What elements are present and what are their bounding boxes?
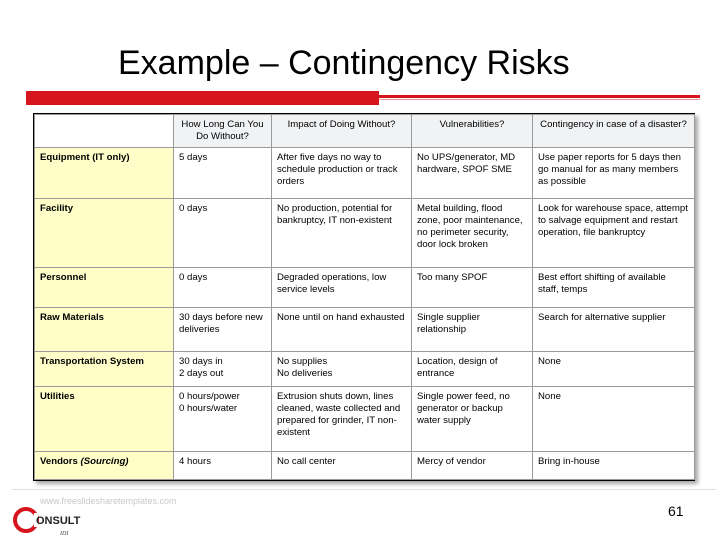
footer-divider: [12, 489, 716, 490]
header-vulnerabilities: Vulnerabilities?: [412, 115, 533, 148]
table-header-row: [35, 115, 695, 148]
cell-impact: No call center: [272, 452, 412, 480]
cell-how-long: 0 hours/power 0 hours/water: [174, 386, 272, 452]
logo-subtext: IDI: [60, 531, 69, 537]
table-row: [35, 452, 695, 480]
cell-impact: Extrusion shuts down, lines cleaned, waste collected and prepared for grinder, IT non-existent: [272, 386, 412, 452]
row-label: Equipment (IT only): [35, 148, 174, 199]
row-label: Utilities: [35, 386, 174, 452]
consult-logo: [12, 504, 82, 538]
table-row: [35, 148, 695, 199]
cell-impact: Degraded operations, low service levels: [272, 267, 412, 307]
cell-vulnerabilities: Metal building, flood zone, poor maintenance, no perimeter security, door lock broken: [412, 199, 533, 268]
cell-how-long: 0 days: [174, 199, 272, 268]
cell-vulnerabilities: Mercy of vendor: [412, 452, 533, 480]
cell-contingency: Bring in-house: [533, 452, 695, 480]
watermark-text: www.freeslidesharetemplates.com: [40, 496, 177, 506]
cell-contingency: None: [533, 386, 695, 452]
header-contingency: Contingency in case of a disaster?: [533, 115, 695, 148]
cell-contingency: Best effort shifting of available staff, temps: [533, 267, 695, 307]
title-accent-line: [379, 95, 700, 98]
page-number: 61: [668, 503, 684, 519]
title-accent-line-shadow: [379, 99, 700, 100]
cell-impact: After five days no way to schedule production or track orders: [272, 148, 412, 199]
title-accent-bar: [26, 91, 379, 105]
cell-impact: None until on hand exhausted: [272, 307, 412, 351]
cell-contingency: Look for warehouse space, attempt to salvage equipment and restart operation, file bankruptcy: [533, 199, 695, 268]
row-label: Personnel: [35, 267, 174, 307]
cell-impact: No supplies No deliveries: [272, 351, 412, 386]
row-label: Facility: [35, 199, 174, 268]
cell-impact: No production, potential for bankruptcy, IT non-existent: [272, 199, 412, 268]
cell-contingency: Use paper reports for 5 days then go manual for as many members as possible: [533, 148, 695, 199]
row-label: Vendors (Sourcing): [35, 452, 174, 480]
cell-contingency: None: [533, 351, 695, 386]
cell-how-long: 0 days: [174, 267, 272, 307]
cell-vulnerabilities: Location, design of entrance: [412, 351, 533, 386]
row-label: Raw Materials: [35, 307, 174, 351]
row-label: Transportation System: [35, 351, 174, 386]
table-row: [35, 199, 695, 268]
contingency-table: [33, 113, 695, 481]
header-how-long: How Long Can You Do Without?: [174, 115, 272, 148]
cell-how-long: 30 days in 2 days out: [174, 351, 272, 386]
table-row: [35, 386, 695, 452]
cell-contingency: Search for alternative supplier: [533, 307, 695, 351]
slide-title: Example – Contingency Risks: [118, 44, 570, 82]
table-row: [35, 267, 695, 307]
table-row: [35, 351, 695, 386]
header-corner-cell: [35, 115, 174, 148]
header-impact: Impact of Doing Without?: [272, 115, 412, 148]
cell-vulnerabilities: No UPS/generator, MD hardware, SPOF SME: [412, 148, 533, 199]
cell-how-long: 5 days: [174, 148, 272, 199]
cell-vulnerabilities: Single power feed, no generator or backup water supply: [412, 386, 533, 452]
row-label-suffix: (Sourcing): [80, 456, 129, 468]
cell-vulnerabilities: Too many SPOF: [412, 267, 533, 307]
cell-how-long: 30 days before new deliveries: [174, 307, 272, 351]
logo-text: ONSULT: [36, 515, 81, 527]
cell-how-long: 4 hours: [174, 452, 272, 480]
cell-vulnerabilities: Single supplier relationship: [412, 307, 533, 351]
table-row: [35, 307, 695, 351]
